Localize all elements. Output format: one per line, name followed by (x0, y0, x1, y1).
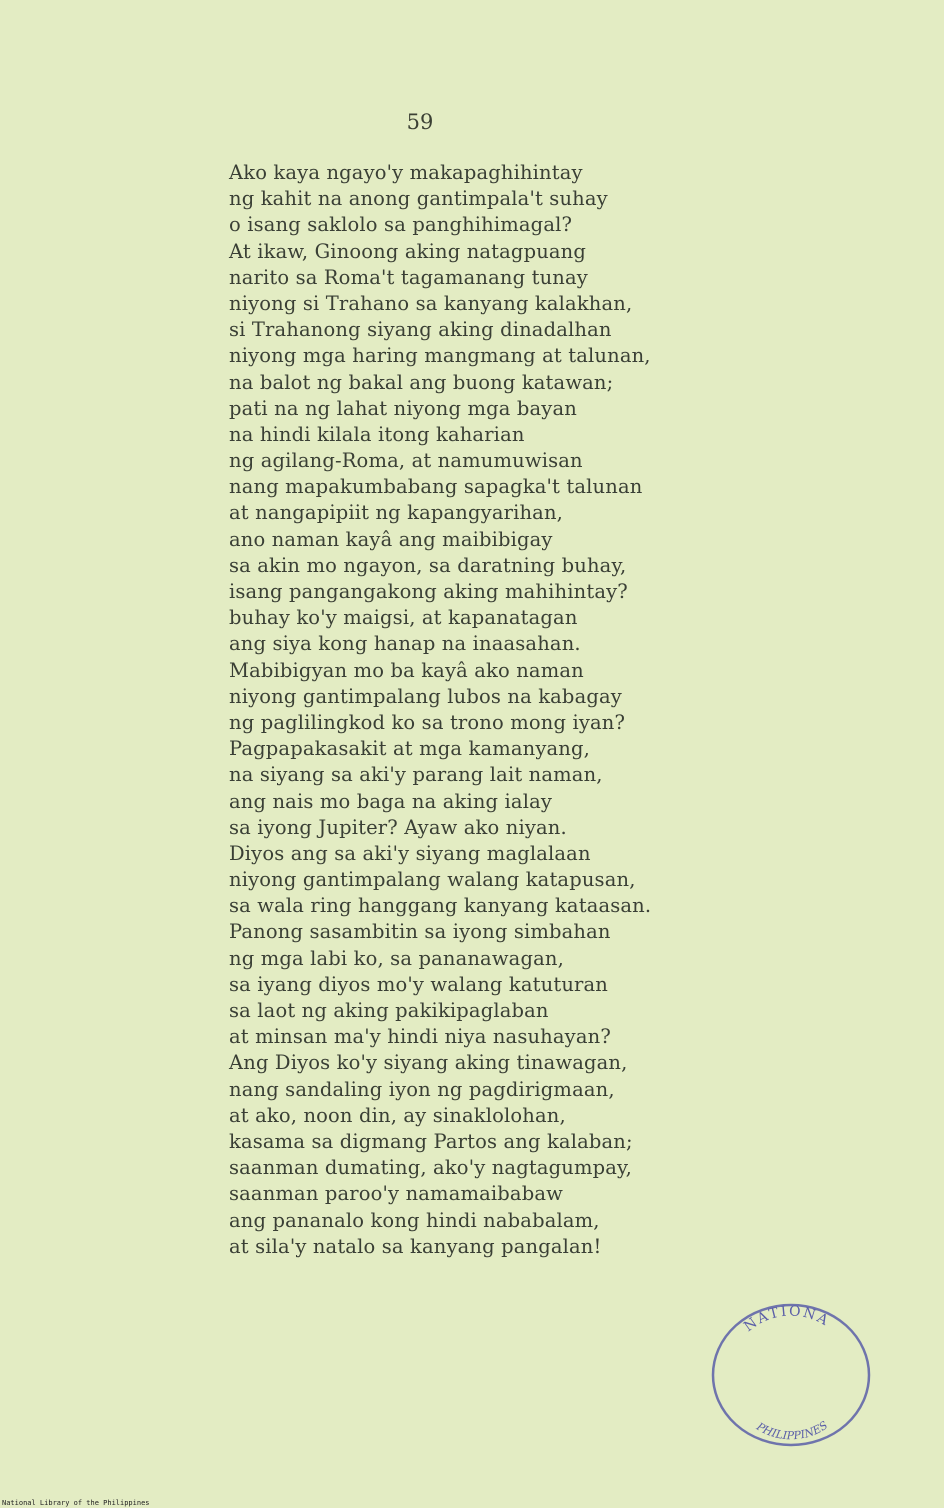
poem-line: ng kahit na anong gantimpala't suhay (229, 187, 608, 211)
library-stamp-icon (706, 1297, 876, 1452)
poem-line: kasama sa digmang Partos ang kalaban; (229, 1129, 633, 1153)
stamp-text-bottom: PHILIPPINES (754, 1418, 831, 1443)
poem-line: na balot ng bakal ang buong katawan; (229, 370, 614, 394)
poem-line: ang siya kong hanap na inaasahan. (229, 632, 581, 656)
poem-text (229, 160, 749, 1260)
poem-line: niyong si Trahano sa kanyang kalakhan, (229, 291, 633, 315)
poem-line: ng paglilingkod ko sa trono mong iyan? (229, 710, 626, 734)
poem-line: at nangapipiit ng kapangyarihan, (229, 501, 563, 525)
poem-line: Mabibigyan mo ba kayâ ako naman (229, 658, 584, 682)
poem-line: ang nais mo baga na aking ialay (229, 789, 553, 813)
poem-line: buhay ko'y maigsi, at kapanatagan (229, 606, 578, 630)
poem-line: niyong gantimpalang lubos na kabagay (229, 684, 622, 708)
stamp-text-top: NATIONA (741, 1303, 833, 1336)
poem-line: narito sa Roma't tagamanang tunay (229, 265, 588, 289)
poem-line: at sila'y natalo sa kanyang pangalan! (229, 1234, 602, 1258)
poem-line: Diyos ang sa aki'y siyang maglalaan (229, 841, 591, 865)
poem-line: at ako, noon din, ay sinaklolohan, (229, 1103, 566, 1127)
poem-line: isang pangangakong aking mahihintay? (229, 580, 628, 603)
poem-line: saanman paroo'y namamaibabaw (229, 1182, 563, 1206)
poem-line: ano naman kayâ ang maibibigay (229, 527, 553, 551)
poem-line: sa iyong Jupiter? Ayaw ako niyan. (229, 815, 567, 839)
poem-line: at minsan ma'y hindi niya nasuhayan? (229, 1025, 611, 1049)
poem-line: si Trahanong siyang aking dinadalhan (229, 318, 612, 342)
poem-line: niyong gantimpalang walang katapusan, (229, 868, 636, 892)
poem-line: na siyang sa aki'y parang lait naman, (229, 763, 603, 787)
poem-line: ang pananalo kong hindi nababalam, (229, 1208, 600, 1232)
poem-line: At ikaw, Ginoong aking natagpuang (229, 239, 587, 263)
poem-line: nang sandaling iyon ng pagdirigmaan, (229, 1077, 615, 1101)
poem-line: sa laot ng aking pakikipaglaban (229, 999, 549, 1022)
poem-line: ng agilang-Roma, at namumuwisan (229, 449, 583, 473)
poem-line: Pagpapakasakit at mga kamanyang, (229, 737, 590, 761)
poem-line: sa wala ring hanggang kanyang kataasan. (229, 894, 652, 918)
poem-line: sa iyang diyos mo'y walang katuturan (229, 972, 608, 996)
poem-line: Ako kaya ngayo'y makapaghihintay (229, 161, 583, 184)
poem-line: o isang saklolo sa panghihimagal? (229, 213, 573, 237)
poem-line: nang mapakumbabang sapagka't talunan (229, 475, 643, 499)
poem-line: pati na ng lahat niyong mga bayan (229, 396, 577, 420)
poem-line: Ang Diyos ko'y siyang aking tinawagan, (229, 1051, 628, 1075)
page-number: 59 (406, 110, 434, 134)
poem-line: sa akin mo ngayon, sa daratning buhay, (229, 553, 627, 577)
poem-line: niyong mga haring mangmang at talunan, (229, 344, 651, 368)
poem-line: Panong sasambitin sa iyong simbahan (229, 920, 611, 944)
poem-line: na hindi kilala itong kaharian (229, 422, 525, 446)
poem-line: ng mga labi ko, sa pananawagan, (229, 946, 564, 970)
poem-line: saanman dumating, ako'y nagtagumpay, (229, 1156, 632, 1180)
footer-credit: National Library of the Philippines (2, 1499, 150, 1507)
